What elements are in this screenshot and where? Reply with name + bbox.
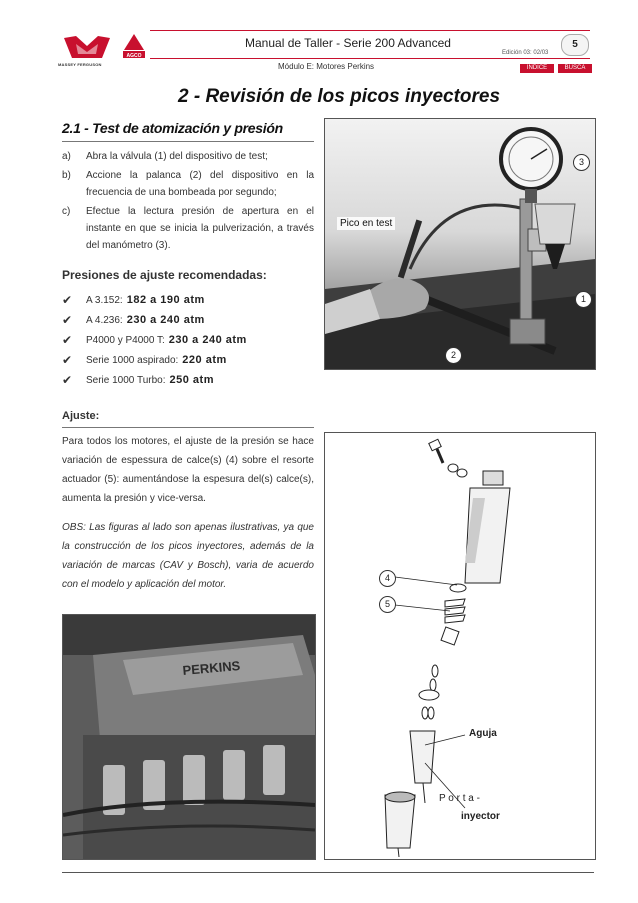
brand-mf-text: MASSEY FERGUSON	[58, 62, 102, 67]
pressure-label: P4000 y P4000 T:	[86, 334, 165, 346]
step-letter: c)	[62, 206, 71, 217]
pressure-value: 230 a 240 atm	[168, 334, 247, 346]
step-item	[62, 167, 314, 201]
module-title: Módulo E: Motores Perkins	[278, 62, 375, 71]
step-item	[62, 203, 314, 254]
label-inyector: inyector	[461, 811, 500, 822]
pressure-label: A 4.236:	[86, 314, 123, 326]
search-button[interactable]: BUSCA	[558, 64, 592, 73]
agco-logo-icon	[122, 32, 146, 62]
check-icon: ✔	[62, 333, 73, 347]
pressure-label: A 3.152:	[86, 294, 123, 306]
manual-title: Manual de Taller - Serie 200 Advanced	[245, 36, 451, 50]
check-icon: ✔	[62, 373, 73, 387]
ajuste-title: Ajuste:	[62, 410, 100, 422]
test-photo-label: Pico en test	[337, 217, 395, 230]
obs-paragraph: OBS: Las figuras al lado son apenas ilustrativas, ya que la construcción de los picos inyectores, además de la variación de marcas (CAV y Bosch), varia de acuerdo con el modelo y aplicación del motor.	[62, 522, 314, 590]
check-icon: ✔	[62, 293, 73, 307]
engine-illustration-icon	[63, 615, 315, 859]
pressure-label: Serie 1000 Turbo:	[86, 374, 166, 386]
pressure-label: Serie 1000 aspirado:	[86, 354, 179, 366]
pressure-value: 220 atm	[182, 354, 227, 366]
step-item	[62, 148, 314, 165]
pressure-item	[62, 310, 247, 330]
page-title: 2 - Revisión de los picos inyectores	[178, 86, 501, 107]
step-text: Abra la válvula (1) del dispositivo de test;	[86, 151, 268, 162]
step-text: Accione la palanca (2) del dispositivo en la frecuencia de una bombeada por segundo;	[86, 170, 314, 198]
callout-4: 4	[379, 570, 396, 587]
label-porta: P o r t a -	[439, 793, 480, 804]
pressure-value: 250 atm	[169, 374, 214, 386]
edition-text: Edición 03: 02/03	[502, 50, 549, 56]
section-title: 2.1 - Test de atomización y presión	[62, 120, 283, 136]
step-text: Efectue la lectura presión de apertura en el instante en que se inicia la pulverización, a través del manómetro (3).	[86, 206, 314, 251]
injector-test-photo	[324, 118, 596, 370]
engine-photo	[62, 614, 316, 860]
brand-agco-text: AGCO	[126, 53, 142, 59]
ajuste-divider	[62, 427, 314, 428]
step-letter: a)	[62, 151, 71, 162]
engine-plate-text: PERKINS	[181, 658, 241, 678]
footer-divider	[62, 872, 594, 873]
steps-list	[62, 148, 314, 256]
pressure-item	[62, 350, 247, 370]
pressures-list	[62, 290, 247, 390]
check-icon: ✔	[62, 353, 73, 367]
header-rule-bottom	[150, 58, 590, 59]
pressure-item	[62, 330, 247, 350]
section-divider	[62, 141, 314, 142]
pressure-item	[62, 290, 247, 310]
step-letter: b)	[62, 170, 71, 181]
injector-exploded-diagram	[324, 432, 596, 860]
page-number-badge: 5	[561, 34, 589, 56]
callout-2: 2	[445, 347, 462, 364]
callout-3: 3	[573, 154, 590, 171]
ajuste-paragraph: Para todos los motores, el ajuste de la presión se hace variación de espessura de calce(s) (4) sobre el resorte actuador (5): aumentándose la espesura del(s) calce(s), aumenta la presión y vice-versa.	[62, 436, 314, 504]
massey-ferguson-logo-icon	[62, 32, 112, 62]
check-icon: ✔	[62, 313, 73, 327]
pressure-value: 182 a 190 atm	[126, 294, 205, 306]
callout-5: 5	[379, 596, 396, 613]
pressure-value: 230 a 240 atm	[126, 314, 205, 326]
label-aguja: Aguja	[469, 728, 497, 739]
pressure-item	[62, 370, 247, 390]
pressures-title: Presiones de ajuste recomendadas:	[62, 268, 267, 282]
header-rule-top	[150, 30, 590, 31]
injector-tester-illustration-icon	[325, 119, 595, 369]
callout-1: 1	[575, 291, 592, 308]
index-button[interactable]: INDICE	[520, 64, 554, 73]
